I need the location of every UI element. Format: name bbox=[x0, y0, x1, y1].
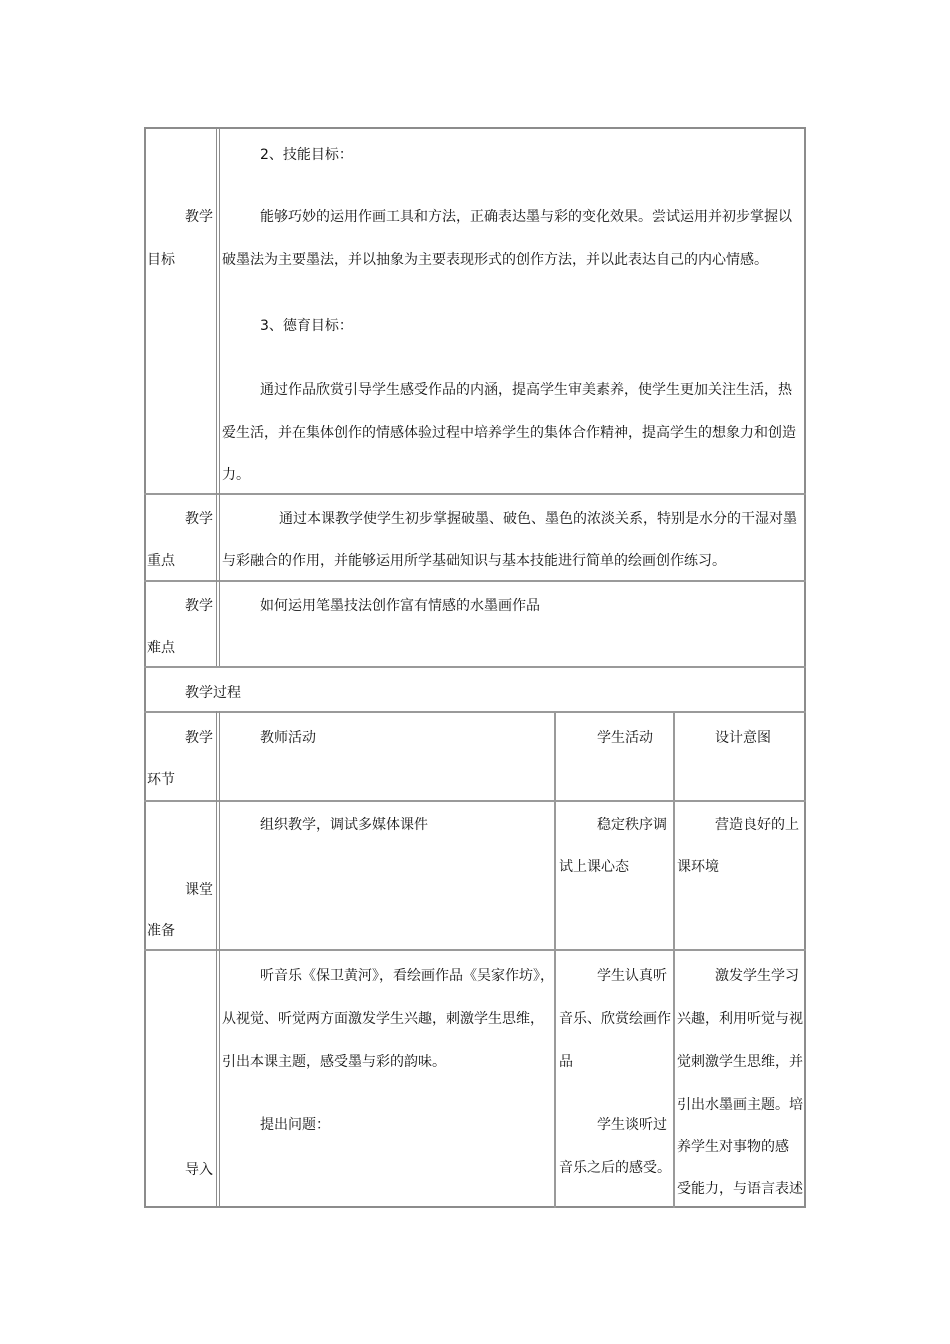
student-activity-header: 学生活动 bbox=[597, 730, 653, 746]
row-divider bbox=[144, 493, 806, 495]
intro-teacher-text: 引出本课主题，感受墨与彩的韵味。 bbox=[222, 1054, 446, 1070]
prep-label: 课堂 bbox=[185, 882, 213, 898]
intro-student-text: 音乐之后的感受。 bbox=[559, 1160, 671, 1176]
intro-teacher-text: 听音乐《保卫黄河》，看绘画作品《吴家作坊》， bbox=[260, 968, 554, 984]
objective-text: 破墨法为主要墨法，并以抽象为主要表现形式的创作方法，并以此表达自己的内心情感。 bbox=[222, 252, 768, 268]
objective-text: 爱生活，并在集体创作的情感体验过程中培养学生的集体合作精神，提高学生的想象力和创造 bbox=[222, 425, 796, 441]
teacher-activity-header: 教师活动 bbox=[260, 730, 316, 746]
stage-header: 环节 bbox=[147, 772, 175, 788]
intro-teacher-text: 从视觉、听觉两方面激发学生兴趣，刺激学生思维， bbox=[222, 1011, 544, 1027]
design-column-divider bbox=[673, 711, 675, 1208]
moral-heading: 3、德育目标： bbox=[260, 318, 353, 334]
intro-student-text: 品 bbox=[559, 1054, 573, 1070]
process-title: 教学过程 bbox=[185, 685, 241, 701]
objectives-label: 目标 bbox=[147, 252, 175, 268]
intro-design-text: 觉刺激学生思维，并 bbox=[677, 1054, 803, 1070]
row-divider bbox=[144, 949, 806, 951]
prep-teacher-text: 组织教学，调试多媒体课件 bbox=[260, 817, 428, 833]
student-column-divider bbox=[554, 711, 556, 1208]
intro-design-text: 养学生对事物的感 bbox=[677, 1139, 789, 1155]
intro-design-text: 受能力，与语言表述 bbox=[677, 1181, 803, 1197]
objectives-label: 教学 bbox=[185, 209, 213, 225]
objective-text: 通过作品欣赏引导学生感受作品的内涵，提高学生审美素养，使学生更加关注生活，热 bbox=[260, 382, 792, 398]
intro-label: 导入 bbox=[185, 1162, 213, 1178]
intro-teacher-text: 提出问题： bbox=[260, 1117, 330, 1133]
row-divider bbox=[144, 666, 806, 668]
row-divider bbox=[144, 711, 806, 713]
objective-text: 力。 bbox=[222, 467, 250, 483]
key-points-label: 重点 bbox=[147, 553, 175, 569]
design-intent-header: 设计意图 bbox=[715, 730, 771, 746]
difficulties-label: 教学 bbox=[185, 598, 213, 614]
row-divider bbox=[144, 580, 806, 582]
difficulties-text: 如何运用笔墨技法创作富有情感的水墨画作品 bbox=[260, 598, 540, 614]
prep-student-text: 试上课心态 bbox=[559, 859, 629, 875]
key-points-text: 与彩融合的作用，并能够运用所学基础知识与基本技能进行简单的绘画创作练习。 bbox=[222, 553, 726, 569]
objective-text: 能够巧妙的运用作画工具和方法，正确表达墨与彩的变化效果。尝试运用并初步掌握以 bbox=[260, 209, 792, 225]
stage-header: 教学 bbox=[185, 730, 213, 746]
prep-label: 准备 bbox=[147, 923, 175, 939]
intro-student-text: 音乐、欣赏绘画作 bbox=[559, 1011, 671, 1027]
difficulties-label: 难点 bbox=[147, 640, 175, 656]
key-points-label: 教学 bbox=[185, 511, 213, 527]
prep-design-text: 营造良好的上 bbox=[715, 817, 799, 833]
row-divider bbox=[144, 800, 806, 802]
intro-student-text: 学生认真听 bbox=[597, 968, 667, 984]
intro-design-text: 兴趣，利用听觉与视 bbox=[677, 1011, 803, 1027]
intro-design-text: 引出水墨画主题。培 bbox=[677, 1097, 803, 1113]
prep-design-text: 课环境 bbox=[677, 859, 719, 875]
intro-student-text: 学生谈听过 bbox=[597, 1117, 667, 1133]
intro-design-text: 激发学生学习 bbox=[715, 968, 799, 984]
label-column-divider bbox=[216, 711, 220, 1208]
skill-heading: 2、技能目标： bbox=[260, 147, 353, 163]
label-column-divider bbox=[216, 127, 220, 666]
key-points-text: 通过本课教学使学生初步掌握破墨、破色、墨色的浓淡关系，特别是水分的干湿对墨 bbox=[279, 511, 797, 527]
prep-student-text: 稳定秩序调 bbox=[597, 817, 667, 833]
